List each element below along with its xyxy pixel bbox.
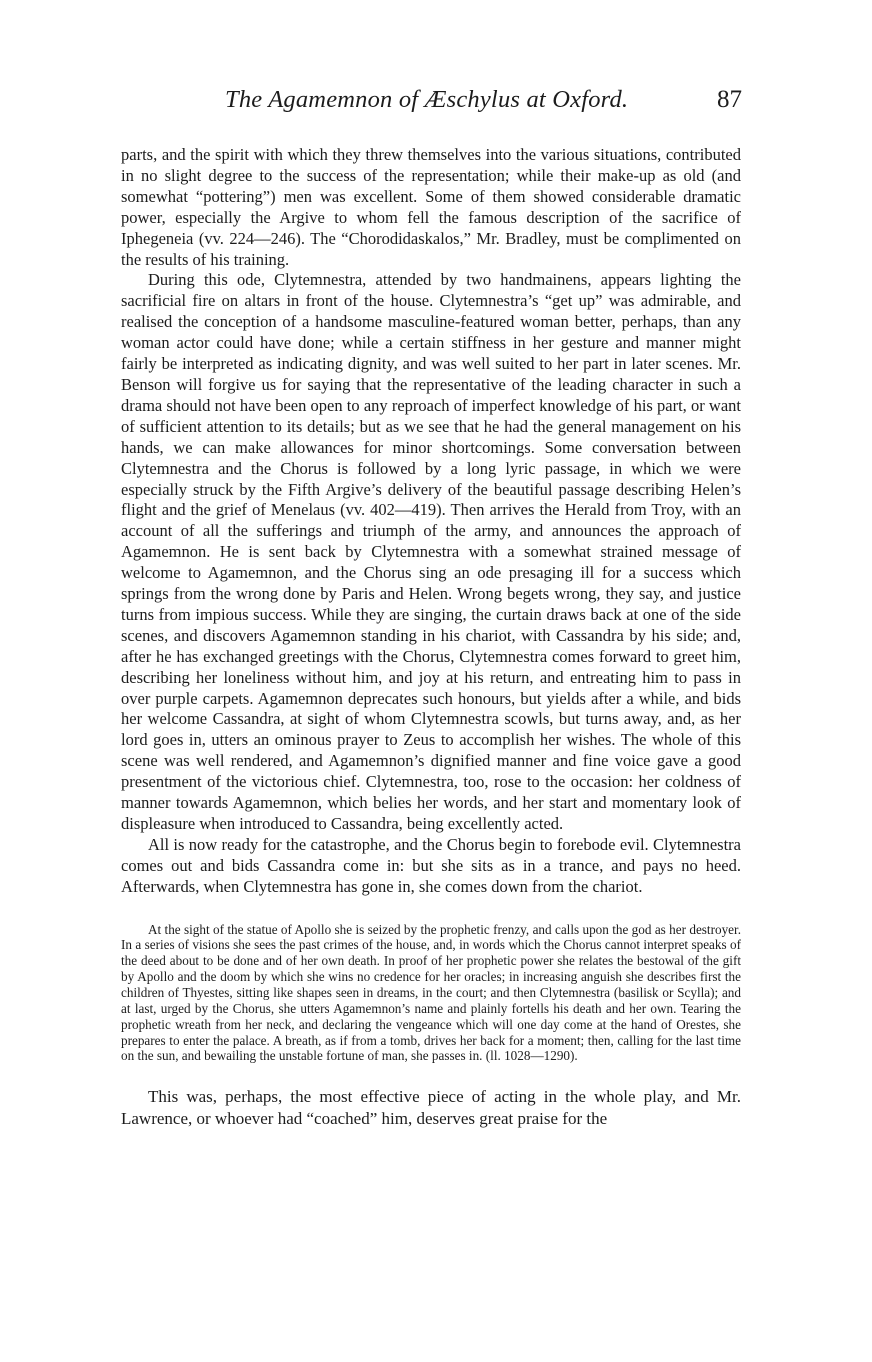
main-text <box>121 145 741 898</box>
paragraph-1: parts, and the spirit with which they threw themselves into the various situations, contributed in no slight degree to the success of the representation; while their make-up as old (and somewhat “pottering”) men was excellent. Some of them showed considerable dramatic power, especially the Argive to whom fell the famous description of the sacrifice of Iphegeneia (vv. 224—246). The “Chorodidaskalos,” Mr. Bradley, must be complimented on the results of his training. <box>121 145 741 269</box>
article-body <box>121 145 741 1129</box>
page-header <box>225 86 742 126</box>
paragraph-3: All is now ready for the catastrophe, and the Chorus begin to forebode evil. Clytemnestra comes out and bids Cassandra come in: but she sits as in a trance, and pays no heed. Afterwards, when Clytemnestra has gone in, she comes down from the chariot. <box>121 834 741 896</box>
paragraph-2: During this ode, Clytemnestra, attended by two handmainens, appears lighting the sacrificial fire on altars in front of the house. Clytemnestra’s “get up” was admirable, and realised the conception of a handsome masculine-featured woman better, perhaps, than any woman actor could have done; while a certain stiffness in her gesture and manner might fairly be interpreted as indicating dignity, and was well suited to her part in later scenes. Mr. Benson will forgive us for saying that the representative of the leading character in such a drama should not have been open to any reproach of imperfect knowledge of his part, or want of sufficient attention to its details; but as we see that he had the general management on his hands, we can make allowances for minor shortcomings. Some conversation between Clytemnestra and the Chorus is followed by a long lyric passage, in which we were especially struck by the Fifth Argive’s delivery of the beautiful passage describing Helen’s flight and the grief of Menelaus (vv. 402—419). Then arrives the Herald from Troy, with an account of all the sufferings and triumph of the army, and announces the approach of Agamemnon. He is sent back by Clytemnestra with a somewhat strained message of welcome to Agamemnon, and the Chorus sing an ode presaging ill for a success which springs from the wrong done by Paris and Helen. Wrong begets wrong, they say, and justice turns from impious success. While they are singing, the curtain draws back at one of the side scenes, and discovers Agamemnon standing in his chariot, with Cassandra by his side; and, after he has exchanged greetings with the Chorus, Clytemnestra comes forward to greet him, describing her loneliness without him, and joy at his return, and entreating him to pass in over purple carpets. Agamemnon deprecates such honours, but yields after a while, and bids her welcome Cassandra, at sight of whom Clytemnestra scowls, but turns away, and, as her lord goes in, utters an ominous prayer to Zeus to accomplish her wishes. The whole of this scene was well rendered, and Agamemnon’s dignified manner and fine voice gave a good presentment of the victorious chief. Clytemnestra, too, rose to the occasion: her coldness of manner towards Agamemnon, which belies her words, and her start and momentary look of displeasure when introduced to Cassandra, being excellently acted. <box>121 270 741 833</box>
summary-paragraph: At the sight of the statue of Apollo she is seized by the prophetic frenzy, and calls upon the god as her destroyer. In a series of visions she sees the past crimes of the house, and, in words which the Chorus cannot interpret speaks of the deed about to be done and of her own death. In proof of her prophetic power she relates the bestowal of the gift by Apollo and the doom by which she wins no credence for her oracles; in increasing anguish she describes first the children of Thyestes, sitting like shapes seen in dreams, in the court; and then Clytemnestra (basilisk or Scylla); and at last, urged by the Chorus, she utters Agamemnon’s name and plainly fortells his death and her own. Tearing the prophetic wreath from her neck, and declaring the vengeance which will one day come at the hand of Orestes, she prepares to enter the palace. A breath, as if from a tomb, drives her back for a moment; then, calling for the last time on the sun, and bewailing the unstable fortune of man, she passes in. (ll. 1028—1290). <box>121 921 741 1064</box>
closing-text <box>121 1086 741 1129</box>
running-title: The Agamemnon of Æschylus at Oxford. <box>225 86 629 113</box>
cassandra-summary <box>121 922 741 1065</box>
closing-paragraph: This was, perhaps, the most effective piece of acting in the whole play, and Mr. Lawrence, or whoever had “coached” him, deserves great praise for the <box>121 1087 741 1128</box>
page-number: 87 <box>717 86 742 113</box>
